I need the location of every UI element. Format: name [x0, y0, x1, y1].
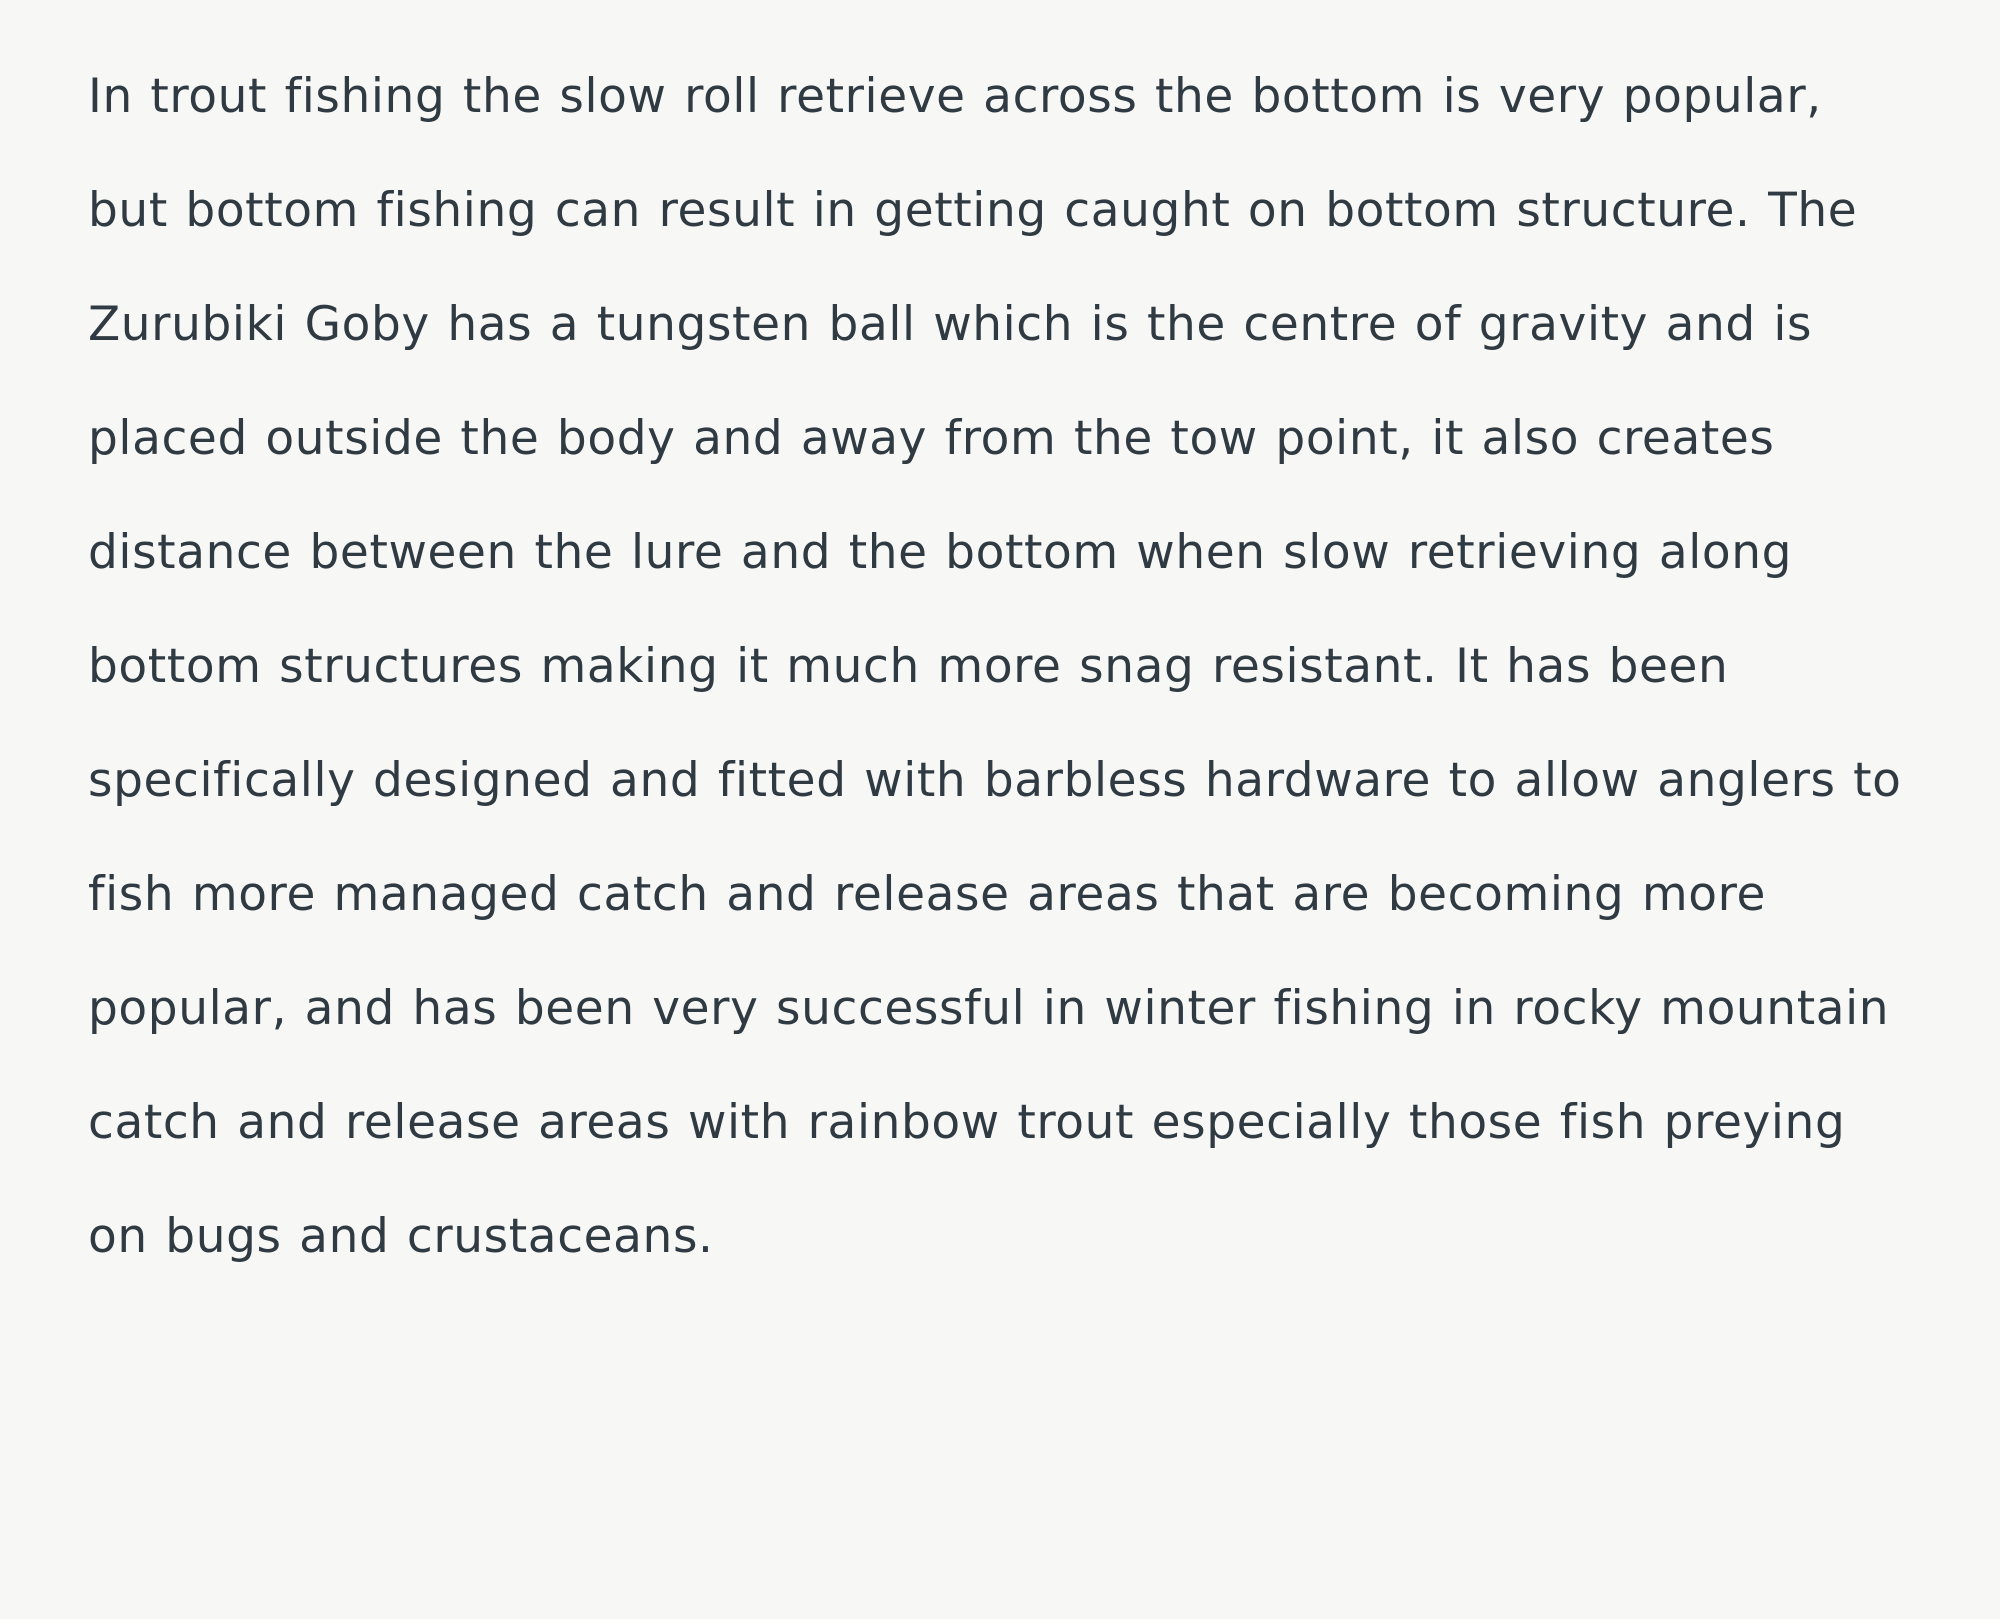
- product-description-paragraph: In trout fishing the slow roll retrieve across the bottom is very popular, but bottom fishing can result in getting caught on bottom structure. The Zurubiki Goby has a tungsten ball which is the centre of gravity and is placed outside the body and away from the tow point, it also creates distance between the lure and the bottom when slow retrieving along bottom structures making it much more snag resistant. It has been specifically designed and fitted with barbless hardware to allow anglers to fish more managed catch and release areas that are becoming more popular, and has been very successful in winter fishing in rocky mountain catch and release areas with rainbow trout especially those fish preying on bugs and crustaceans.: [88, 69, 1902, 1264]
